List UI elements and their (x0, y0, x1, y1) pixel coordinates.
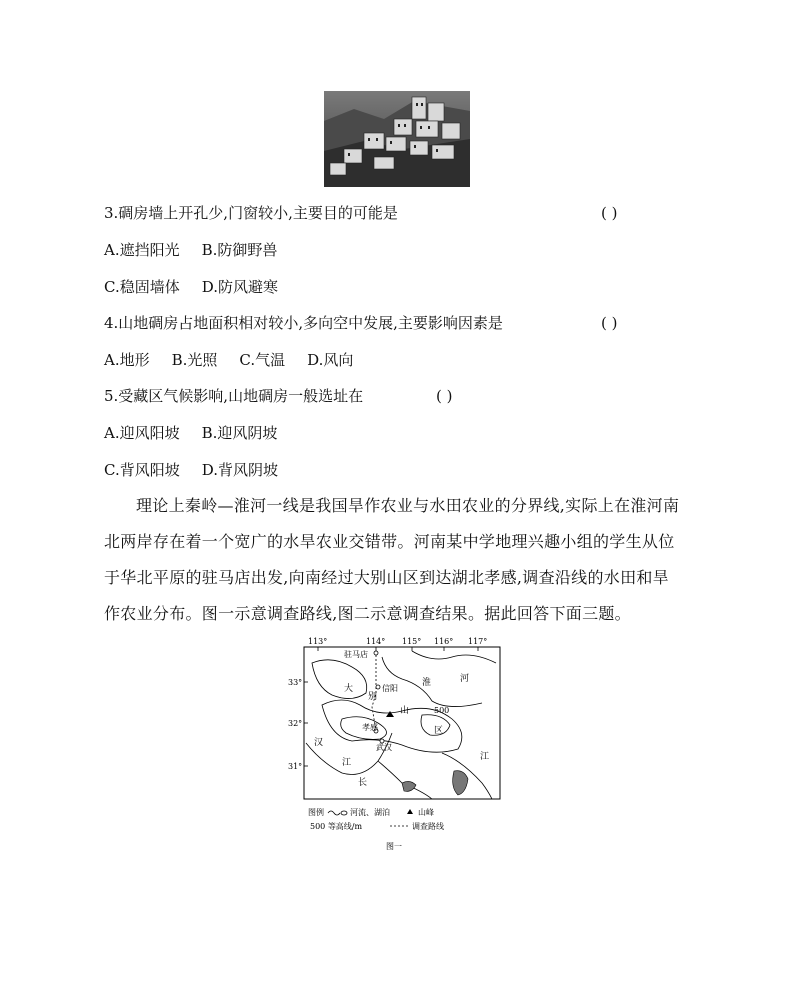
place-xinyang: 信阳 (382, 684, 398, 693)
region-char-da: 大 (344, 684, 354, 694)
survey-route-map (282, 633, 504, 855)
region-char-huai: 淮 (422, 678, 432, 688)
lat-label-32: 32° (288, 719, 303, 728)
place-wuhan: 武汉 (376, 743, 392, 752)
question-3-options-row1 (104, 240, 299, 260)
option-4b: B.光照 (171, 351, 218, 369)
question-3-answer-blank: ( ) (601, 204, 618, 222)
legend-prefix: 图例 (308, 808, 324, 817)
region-char-qu: 区 (434, 726, 444, 736)
lon-label-116: 116° (434, 637, 454, 646)
option-4a: A.地形 (104, 351, 150, 369)
option-4d: D.风向 (307, 351, 354, 369)
lon-label-114: 114° (366, 637, 386, 646)
question-5-stem: 5.受藏区气候影响,山地碉房一般选址在 (104, 387, 364, 405)
question-5-answer-blank: ( ) (436, 387, 453, 405)
legend-contour: 500 等高线/m (310, 822, 363, 831)
option-3a: A.遮挡阳光 (104, 241, 180, 259)
place-zhumadian: 驻马店 (344, 650, 368, 659)
region-char-jiang1: 江 (342, 758, 352, 768)
option-3c: C.稳固墙体 (104, 278, 180, 296)
option-3d: D.防风避寒 (201, 278, 278, 296)
lat-label-33: 33° (288, 678, 303, 687)
region-char-han: 汉 (314, 738, 324, 748)
question-4-options (104, 350, 375, 370)
reading-passage: 理论上秦岭—淮河一线是我国旱作农业与水田农业的分界线,实际上在淮河南北两岸存在着一个宽广的水旱农业交错带。河南某中学地理兴趣小组的学生从位于华北平原的驻马店出发,向南经过大别山区到达湖北孝感,调查沿线的水田和旱作农业分布。图一示意调查路线,图二示意调查结果。据此回答下面三题。 (104, 496, 680, 623)
region-char-he: 河 (460, 674, 470, 684)
stone-house-photo (324, 91, 470, 187)
lon-label-113: 113° (308, 637, 328, 646)
legend-route: 调查路线 (412, 822, 444, 831)
question-5-options-row2 (104, 460, 300, 480)
option-4c: C.气温 (239, 351, 286, 369)
option-5c: C.背风阳坡 (104, 461, 180, 479)
contour-label-500: 500 (434, 706, 450, 715)
lon-label-117: 117° (468, 637, 488, 646)
question-5-options-row1 (104, 423, 299, 443)
option-5a: A.迎风阳坡 (104, 424, 180, 442)
legend-peak: 山峰 (418, 808, 434, 817)
legend-river: 河流、湖泊 (350, 808, 390, 817)
place-xiaogan: 孝感 (362, 723, 378, 732)
option-3b: B.防御野兽 (201, 241, 278, 259)
region-char-chang: 长 (358, 778, 368, 788)
region-char-jiang2: 江 (480, 752, 490, 762)
option-5b: B.迎风阴坡 (201, 424, 278, 442)
question-3-stem: 3.碉房墙上开孔少,门窗较小,主要目的可能是 (104, 204, 398, 222)
region-char-shan: 山 (400, 706, 410, 716)
question-4-answer-blank: ( ) (601, 314, 618, 332)
lon-label-115: 115° (402, 637, 422, 646)
question-3-options-row2 (104, 277, 300, 297)
question-4-stem: 4.山地碉房占地面积相对较小,多向空中发展,主要影响因素是 (104, 314, 503, 332)
map-caption: 图一 (386, 842, 402, 851)
region-char-bie: 别 (368, 692, 378, 702)
lat-label-31: 31° (288, 762, 303, 771)
option-5d: D.背风阴坡 (201, 461, 278, 479)
